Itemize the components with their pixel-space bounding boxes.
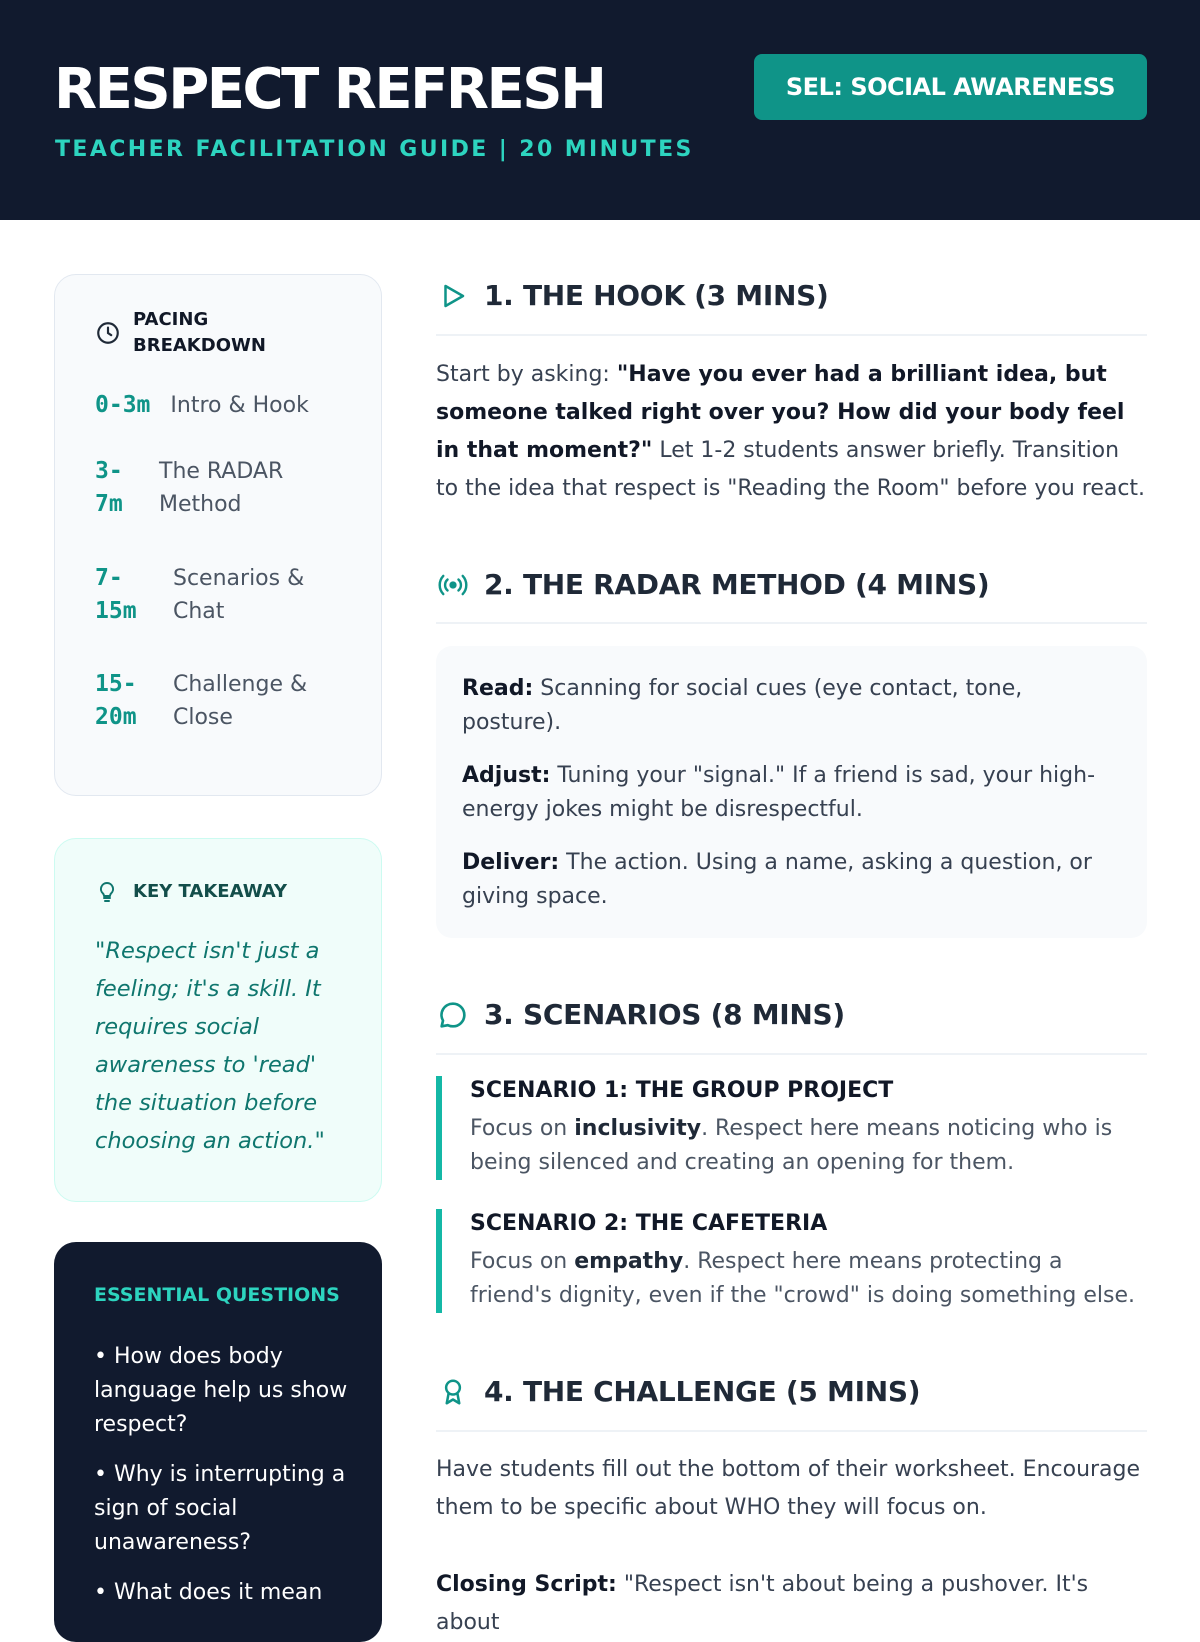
- scenario-title: SCENARIO 1: THE GROUP PROJECT: [470, 1078, 894, 1103]
- takeaway-card: [54, 838, 382, 1202]
- award-ribbon-icon: [436, 1375, 470, 1409]
- radar-desc: Scanning for social cues (eye contact, tone, posture).: [462, 676, 1023, 735]
- radar-section-title: 2. THE RADAR METHOD (4 MINS): [484, 568, 990, 601]
- scenario-card: [436, 1209, 1147, 1313]
- scenarios-section-title: 3. SCENARIOS (8 MINS): [484, 998, 845, 1031]
- scenarios-section-header: [436, 997, 1147, 1033]
- essential-question: • How does body language help us show respect?: [94, 1344, 348, 1437]
- challenge-section-title: 4. THE CHALLENGE (5 MINS): [484, 1375, 921, 1408]
- pacing-time: 3-7m: [95, 458, 123, 517]
- scenario-text-pre: Focus on: [470, 1249, 575, 1274]
- radar-step: [462, 759, 1112, 827]
- essential-questions-title: ESSENTIAL QUESTIONS: [94, 1284, 340, 1306]
- section-divider: [436, 1053, 1147, 1055]
- scenario-card: [436, 1076, 1147, 1180]
- radar-term: Adjust:: [462, 763, 551, 788]
- page-title: RESPECT REFRESH: [54, 57, 605, 122]
- pacing-label: Scenarios & Chat: [173, 566, 305, 624]
- scenario-focus: inclusivity: [574, 1116, 702, 1141]
- closing-text: "Respect isn't about being a pushover. It's about: [436, 1572, 1089, 1635]
- pacing-label: Intro & Hook: [170, 393, 309, 418]
- challenge-section-header: [436, 1374, 1147, 1410]
- hook-rest: Let 1-2 students answer briefly. Transition to the idea that respect is "Reading the Room" before you react.: [436, 438, 1146, 501]
- closing-label: Closing Script:: [436, 1572, 617, 1597]
- sel-badge: SEL: SOCIAL AWARENESS: [754, 54, 1147, 120]
- pacing-time: 15-20m: [95, 671, 137, 730]
- section-divider: [436, 334, 1147, 336]
- essential-questions-card: [54, 1242, 382, 1642]
- takeaway-quote: "Respect isn't just a feeling; it's a skill. It requires social awareness to 'read' the situation before choosing an action.": [95, 938, 325, 1154]
- hook-section-title: 1. THE HOOK (3 MINS): [484, 279, 829, 312]
- speech-bubble-icon: [436, 998, 470, 1032]
- pacing-header: [95, 307, 283, 359]
- hook-section-header: [436, 278, 1147, 314]
- lightbulb-icon: [95, 879, 121, 905]
- hook-question: "Have you ever had a brilliant idea, but someone talked right over you? How did your body feel in that moment?": [436, 362, 1125, 463]
- radar-section-header: [436, 567, 1147, 603]
- radar-desc: Tuning your "signal." If a friend is sad, your high-energy jokes might be disrespectful.: [462, 763, 1096, 822]
- pacing-row: [95, 455, 299, 521]
- pacing-row: [95, 389, 309, 422]
- pacing-row: [95, 562, 313, 628]
- scenario-text-post: . Respect here means protecting a friend's dignity, even if the "crowd" is doing something else.: [470, 1249, 1135, 1308]
- radar-term: Deliver:: [462, 850, 560, 875]
- hook-paragraph: [436, 356, 1147, 508]
- page-subtitle: TEACHER FACILITATION GUIDE | 20 MINUTES: [55, 137, 694, 162]
- scenario-title: SCENARIO 2: THE CAFETERIA: [470, 1211, 828, 1236]
- pacing-card: [54, 274, 382, 796]
- hook-lead: Start by asking:: [436, 362, 617, 387]
- section-divider: [436, 622, 1147, 624]
- essential-question: • Why is interrupting a sign of social unawareness?: [94, 1462, 346, 1555]
- pacing-title: PACING BREAKDOWN: [133, 309, 266, 356]
- pacing-time: 0-3m: [95, 392, 151, 418]
- pacing-row: [95, 668, 313, 734]
- play-icon: [436, 279, 470, 313]
- radar-step: [462, 846, 1112, 914]
- scenario-focus: empathy: [574, 1249, 684, 1274]
- radar-steps-box: [436, 646, 1147, 938]
- radar-step: [462, 672, 1112, 740]
- scenario-text: [470, 1112, 1147, 1180]
- closing-script: [436, 1566, 1147, 1642]
- section-divider: [436, 1430, 1147, 1432]
- clock-icon: [95, 320, 121, 346]
- pacing-time: 7-15m: [95, 565, 137, 624]
- pacing-label: Challenge & Close: [173, 672, 308, 730]
- essential-question: • What does it mean: [94, 1580, 323, 1605]
- broadcast-icon: [436, 568, 470, 602]
- takeaway-header: [95, 879, 287, 905]
- radar-desc: The action. Using a name, asking a question, or giving space.: [462, 850, 1092, 909]
- scenario-text: [470, 1245, 1147, 1313]
- takeaway-title: KEY TAKEAWAY: [133, 881, 288, 902]
- pacing-label: The RADAR Method: [159, 459, 284, 517]
- challenge-paragraph: Have students fill out the bottom of their worksheet. Encourage them to be specific about WHO they will focus on.: [436, 1457, 1141, 1520]
- scenario-text-post: . Respect here means noticing who is being silenced and creating an opening for them.: [470, 1116, 1113, 1175]
- radar-term: Read:: [462, 676, 534, 701]
- scenario-text-pre: Focus on: [470, 1116, 575, 1141]
- page-header: [0, 0, 1200, 220]
